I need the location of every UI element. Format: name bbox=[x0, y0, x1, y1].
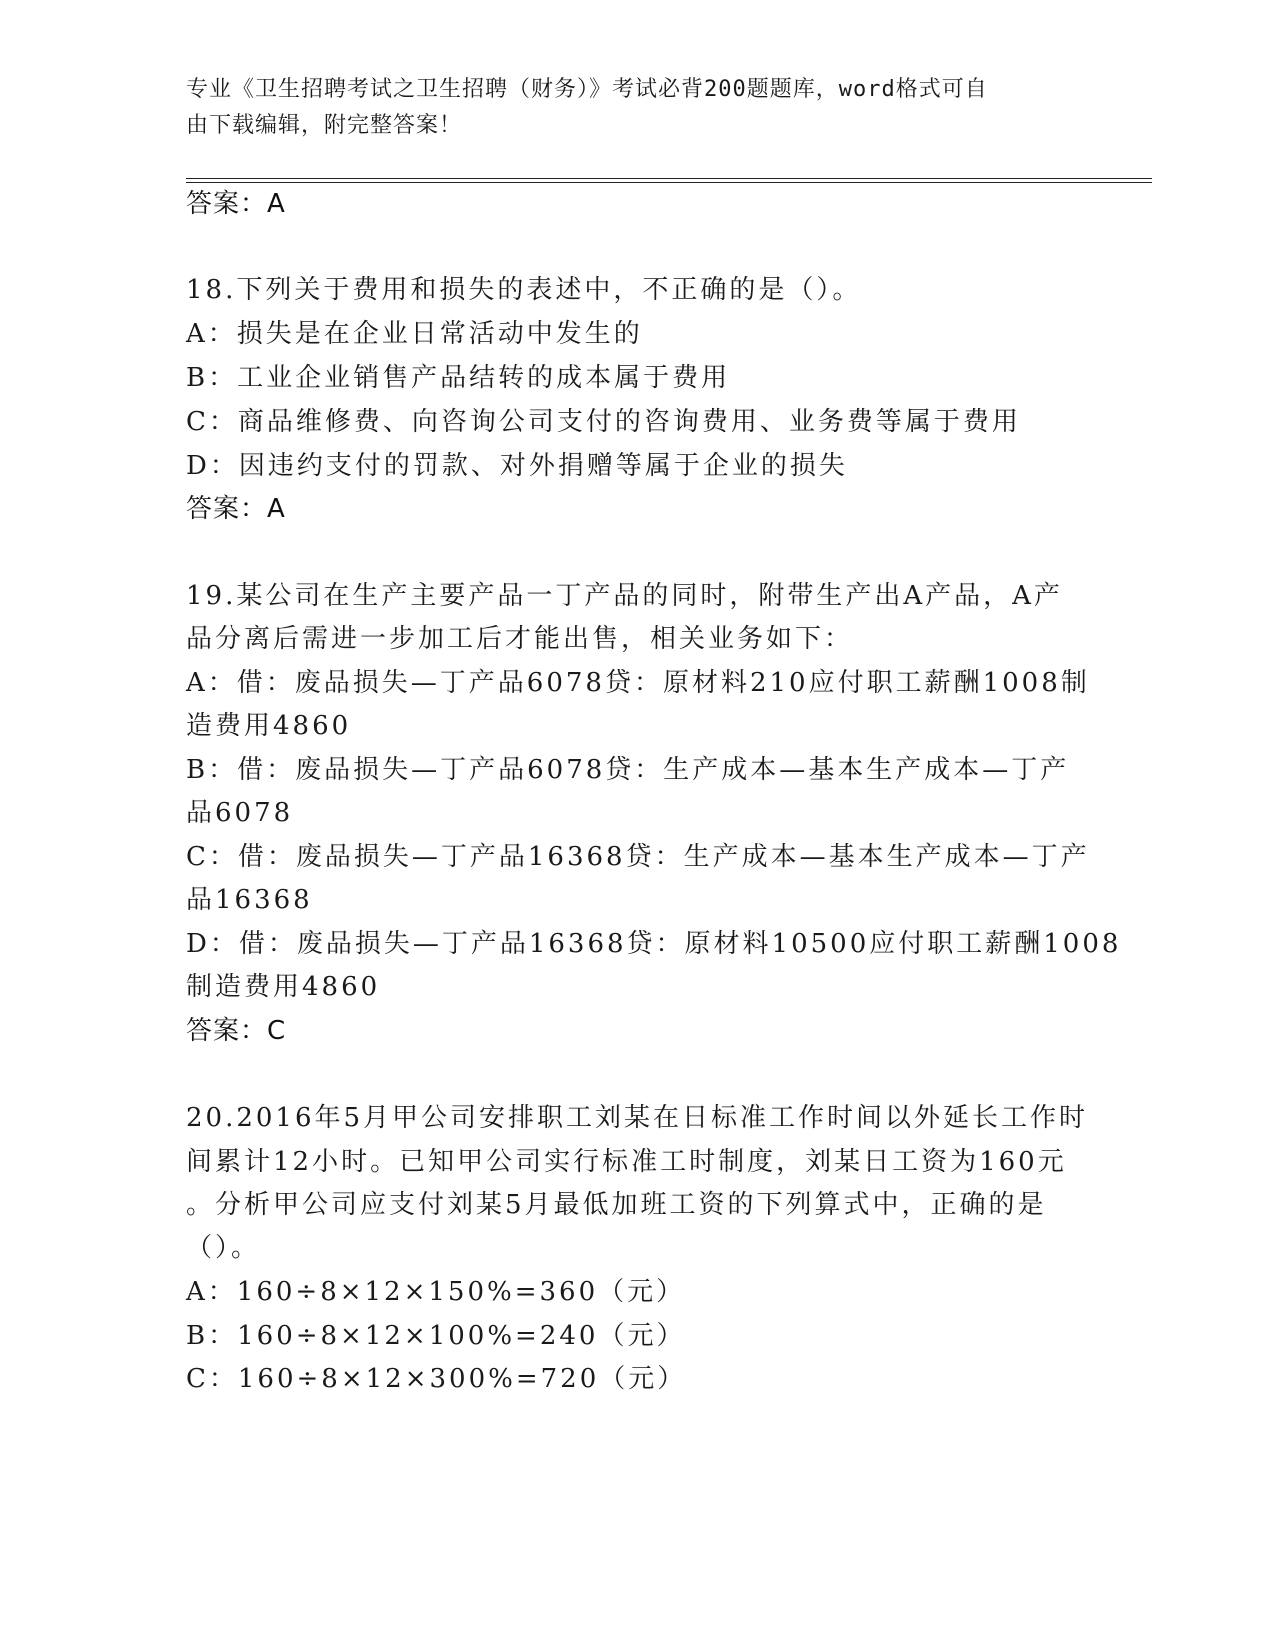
q20-stem-line-3: 。分析甲公司应支付刘某5月最低加班工资的下列算式中，正确的是 bbox=[186, 1190, 1047, 1220]
q19-stem-line-1: 19.某公司在生产主要产品一丁产品的同时，附带生产出A产品，A产 bbox=[186, 581, 1063, 611]
q19-option-a-line-2: 造费用4860 bbox=[186, 711, 352, 741]
q19-option-b-line-1: B：借：废品损失—丁产品6078贷：生产成本—基本生产成本—丁产 bbox=[186, 755, 1070, 785]
q19-option-a-line-1: A：借：废品损失—丁产品6078贷：原材料210应付职工薪酬1008制 bbox=[186, 668, 1090, 698]
q19-option-d-line-1: D：借：废品损失—丁产品16368贷：原材料10500应付职工薪酬1008 bbox=[186, 929, 1122, 959]
q19-answer: 答案：C bbox=[186, 1016, 287, 1046]
q18-option-c: C：商品维修费、向咨询公司支付的咨询费用、业务费等属于费用 bbox=[186, 407, 1021, 437]
q18-stem: 18.下列关于费用和损失的表述中，不正确的是（）。 bbox=[186, 275, 862, 305]
q18-option-b: B：工业企业销售产品结转的成本属于费用 bbox=[186, 363, 731, 393]
q19-option-c-line-2: 品16368 bbox=[186, 885, 313, 915]
q19-option-c-line-1: C：借：废品损失—丁产品16368贷：生产成本—基本生产成本—丁产 bbox=[186, 842, 1090, 872]
q20-stem-line-2: 间累计12小时。已知甲公司实行标准工时制度，刘某日工资为160元 bbox=[186, 1147, 1067, 1177]
q20-option-b: B：160÷8×12×100%=240（元） bbox=[186, 1321, 686, 1351]
document-header bbox=[186, 72, 1076, 144]
q20-option-a: A：160÷8×12×150%=360（元） bbox=[186, 1277, 686, 1307]
q19-option-b-line-2: 品6078 bbox=[186, 798, 294, 828]
q20-stem-line-4: （）。 bbox=[186, 1233, 261, 1263]
header-rule-bottom bbox=[186, 182, 1152, 183]
header-line-1: 专业《卫生招聘考试之卫生招聘（财务）》考试必背200题题库，word格式可自 bbox=[186, 77, 988, 102]
q18-option-d: D：因违约支付的罚款、对外捐赠等属于企业的损失 bbox=[186, 451, 848, 481]
q18-answer: 答案：A bbox=[186, 494, 286, 524]
q19-option-d-line-2: 制造费用4860 bbox=[186, 972, 381, 1002]
q20-option-c: C：160÷8×12×300%=720（元） bbox=[186, 1364, 687, 1394]
q19-stem-line-2: 品分离后需进一步加工后才能出售，相关业务如下： bbox=[186, 624, 854, 654]
q20-stem-line-1: 20.2016年5月甲公司安排职工刘某在日标准工作时间以外延长工作时 bbox=[186, 1103, 1089, 1133]
header-rule-top bbox=[186, 178, 1152, 179]
header-line-2: 由下载编辑，附完整答案！ bbox=[186, 113, 463, 138]
previous-answer: 答案：A bbox=[186, 189, 286, 219]
q18-option-a: A：损失是在企业日常活动中发生的 bbox=[186, 319, 643, 349]
